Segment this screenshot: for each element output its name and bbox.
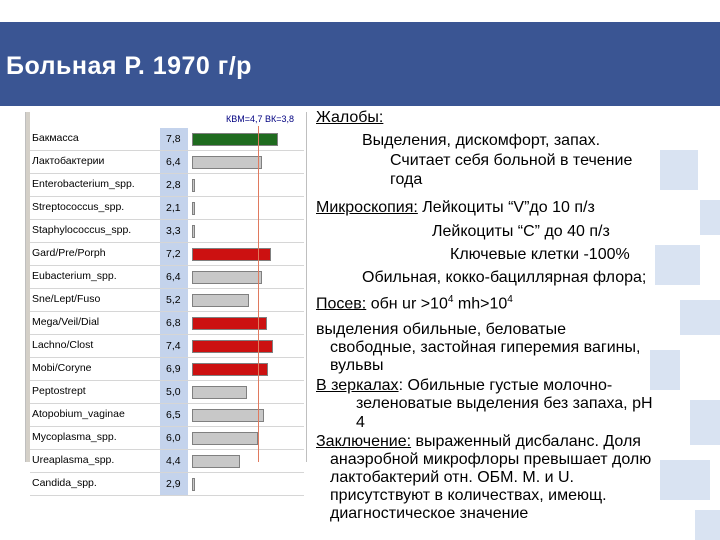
- row-bar-area: [190, 174, 302, 196]
- culture-sup-2: 4: [507, 294, 513, 305]
- complaints-line-1: Выделения, дискомфорт, запах.: [362, 132, 601, 149]
- row-bar: [192, 202, 195, 215]
- row-value: 2,9: [160, 473, 188, 495]
- row-name: Бакмасса: [32, 132, 79, 144]
- table-row: [30, 473, 304, 496]
- exam-line-1: выделения обильные, беловатые: [316, 321, 566, 338]
- row-bar: [192, 340, 273, 353]
- row-bar-area: [190, 197, 302, 219]
- row-value: 6,5: [160, 404, 188, 426]
- row-bar: [192, 156, 262, 169]
- row-bar-area: [190, 243, 302, 265]
- microscopy-label: Микроскопия:: [316, 199, 418, 216]
- title-bar: [0, 22, 720, 106]
- row-bar: [192, 294, 249, 307]
- conclusion-line-4: присутствуют в количествах, имеющ.: [330, 487, 607, 504]
- row-value: 7,4: [160, 335, 188, 357]
- row-bar: [192, 409, 264, 422]
- row-name: Lachno/Clost: [32, 339, 94, 351]
- table-row: [30, 128, 304, 151]
- row-name: Staphylococcus_spp.: [32, 224, 132, 236]
- row-value: 2,8: [160, 174, 188, 196]
- page-title: Больная Р. 1970 г/р: [6, 52, 252, 80]
- row-bar: [192, 133, 278, 146]
- table-row: [30, 174, 304, 197]
- row-value: 7,2: [160, 243, 188, 265]
- culture-label: Посев:: [316, 295, 367, 313]
- conclusion-text-1: выраженный дисбаланс. Доля: [411, 433, 641, 450]
- row-value: 3,3: [160, 220, 188, 242]
- row-bar: [192, 248, 271, 261]
- row-bar-area: [190, 266, 302, 288]
- row-value: 6,4: [160, 266, 188, 288]
- row-value: 6,0: [160, 427, 188, 449]
- conclusion-line-3: лактобактерий отн. ОБМ. M. и U.: [330, 469, 574, 486]
- row-value: 6,4: [160, 151, 188, 173]
- kbm-label: КВМ=4,7 ВК=3,8: [226, 114, 295, 124]
- culture-text-2: mh>10: [453, 295, 508, 313]
- complaints-line-2: Считает себя больной в течение: [390, 152, 633, 169]
- row-bar-area: [190, 404, 302, 426]
- exam-line-3: вульвы: [330, 357, 384, 374]
- culture-sup-1: 4: [447, 294, 454, 305]
- table-row: [30, 358, 304, 381]
- row-value: 2,1: [160, 197, 188, 219]
- row-name: Peptostrept: [32, 385, 86, 397]
- row-name: Enterobacterium_spp.: [32, 178, 135, 190]
- row-bar-area: [190, 473, 302, 495]
- row-name: Mega/Veil/Dial: [32, 316, 100, 328]
- table-row: [30, 381, 304, 404]
- row-value: 4,4: [160, 450, 188, 472]
- row-name: Eubacterium_spp.: [32, 270, 117, 282]
- row-bar-area: [190, 450, 302, 472]
- row-bar: [192, 432, 258, 445]
- table-row: [30, 151, 304, 174]
- row-bar: [192, 271, 262, 284]
- row-name: Candida_spp.: [32, 477, 97, 489]
- table-header: [30, 112, 304, 128]
- row-bar-area: [190, 289, 302, 311]
- table-row: [30, 404, 304, 427]
- row-bar: [192, 478, 195, 491]
- row-bar-area: [190, 151, 302, 173]
- row-bar-area: [190, 128, 302, 150]
- row-bar: [192, 386, 247, 399]
- row-bar: [192, 317, 267, 330]
- microscopy-line-1: [316, 198, 595, 217]
- row-bar: [192, 225, 195, 238]
- table-row: [30, 335, 304, 358]
- table-row: [30, 266, 304, 289]
- row-bar-area: [190, 312, 302, 334]
- microscopy-text-1: Лейкоциты “V”до 10 п/з: [417, 199, 595, 216]
- top-strip: [0, 0, 720, 22]
- row-bar-area: [190, 358, 302, 380]
- exam-line-2: свободные, застойная гиперемия вагины,: [330, 339, 641, 356]
- microscopy-line-4: Обильная, кокко-бациллярная флора;: [362, 269, 647, 286]
- row-value: 6,9: [160, 358, 188, 380]
- threshold-line: [258, 126, 259, 462]
- row-value: 7,8: [160, 128, 188, 150]
- mirror-label: В зеркалах: [316, 377, 399, 394]
- row-name: Mycoplasma_spp.: [32, 431, 117, 443]
- row-name: Atopobium_vaginae: [32, 408, 125, 420]
- conclusion-line-1: [316, 432, 641, 451]
- row-value: 5,0: [160, 381, 188, 403]
- table-row: [30, 450, 304, 473]
- conclusion-line-2: анаэробной микрофлоры превышает долю: [330, 451, 652, 468]
- decorative-pattern: [650, 150, 720, 540]
- conclusion-line-5: диагностическое значение: [330, 505, 529, 522]
- row-bar: [192, 455, 240, 468]
- microscopy-line-3: Ключевые клетки -100%: [450, 246, 630, 263]
- mirror-line-3: 4: [356, 414, 365, 431]
- culture-line: [316, 290, 513, 313]
- row-name: Sne/Lept/Fuso: [32, 293, 101, 305]
- mirror-line-2: зеленоватые выделения без запаха, pH: [356, 395, 653, 412]
- complaints-line-3: года: [390, 171, 423, 188]
- table-rows: [30, 128, 304, 496]
- table-row: [30, 427, 304, 450]
- table-row: [30, 289, 304, 312]
- row-bar: [192, 179, 195, 192]
- row-name: Лактобактерии: [32, 155, 105, 167]
- microscopy-line-2: Лейкоциты “С” до 40 п/з: [432, 223, 610, 240]
- row-name: Gard/Pre/Porph: [32, 247, 106, 259]
- culture-text-1: обн ur >10: [366, 295, 448, 313]
- table-row: [30, 312, 304, 335]
- row-bar: [192, 363, 268, 376]
- row-name: Mobi/Coryne: [32, 362, 92, 374]
- table-row: [30, 197, 304, 220]
- row-name: Streptococcus_spp.: [32, 201, 125, 213]
- row-value: 6,8: [160, 312, 188, 334]
- row-bar-area: [190, 427, 302, 449]
- row-bar-area: [190, 335, 302, 357]
- conclusion-label: Заключение:: [316, 433, 412, 450]
- row-bar-area: [190, 220, 302, 242]
- complaints-label: Жалобы:: [316, 109, 384, 126]
- row-bar-area: [190, 381, 302, 403]
- table-row: [30, 220, 304, 243]
- mirror-line-1: [316, 376, 612, 395]
- row-name: Ureaplasma_spp.: [32, 454, 115, 466]
- table-row: [30, 243, 304, 266]
- mirror-text-1: : Обильные густые молочно-: [398, 377, 613, 394]
- microflora-table: [25, 112, 307, 490]
- row-value: 5,2: [160, 289, 188, 311]
